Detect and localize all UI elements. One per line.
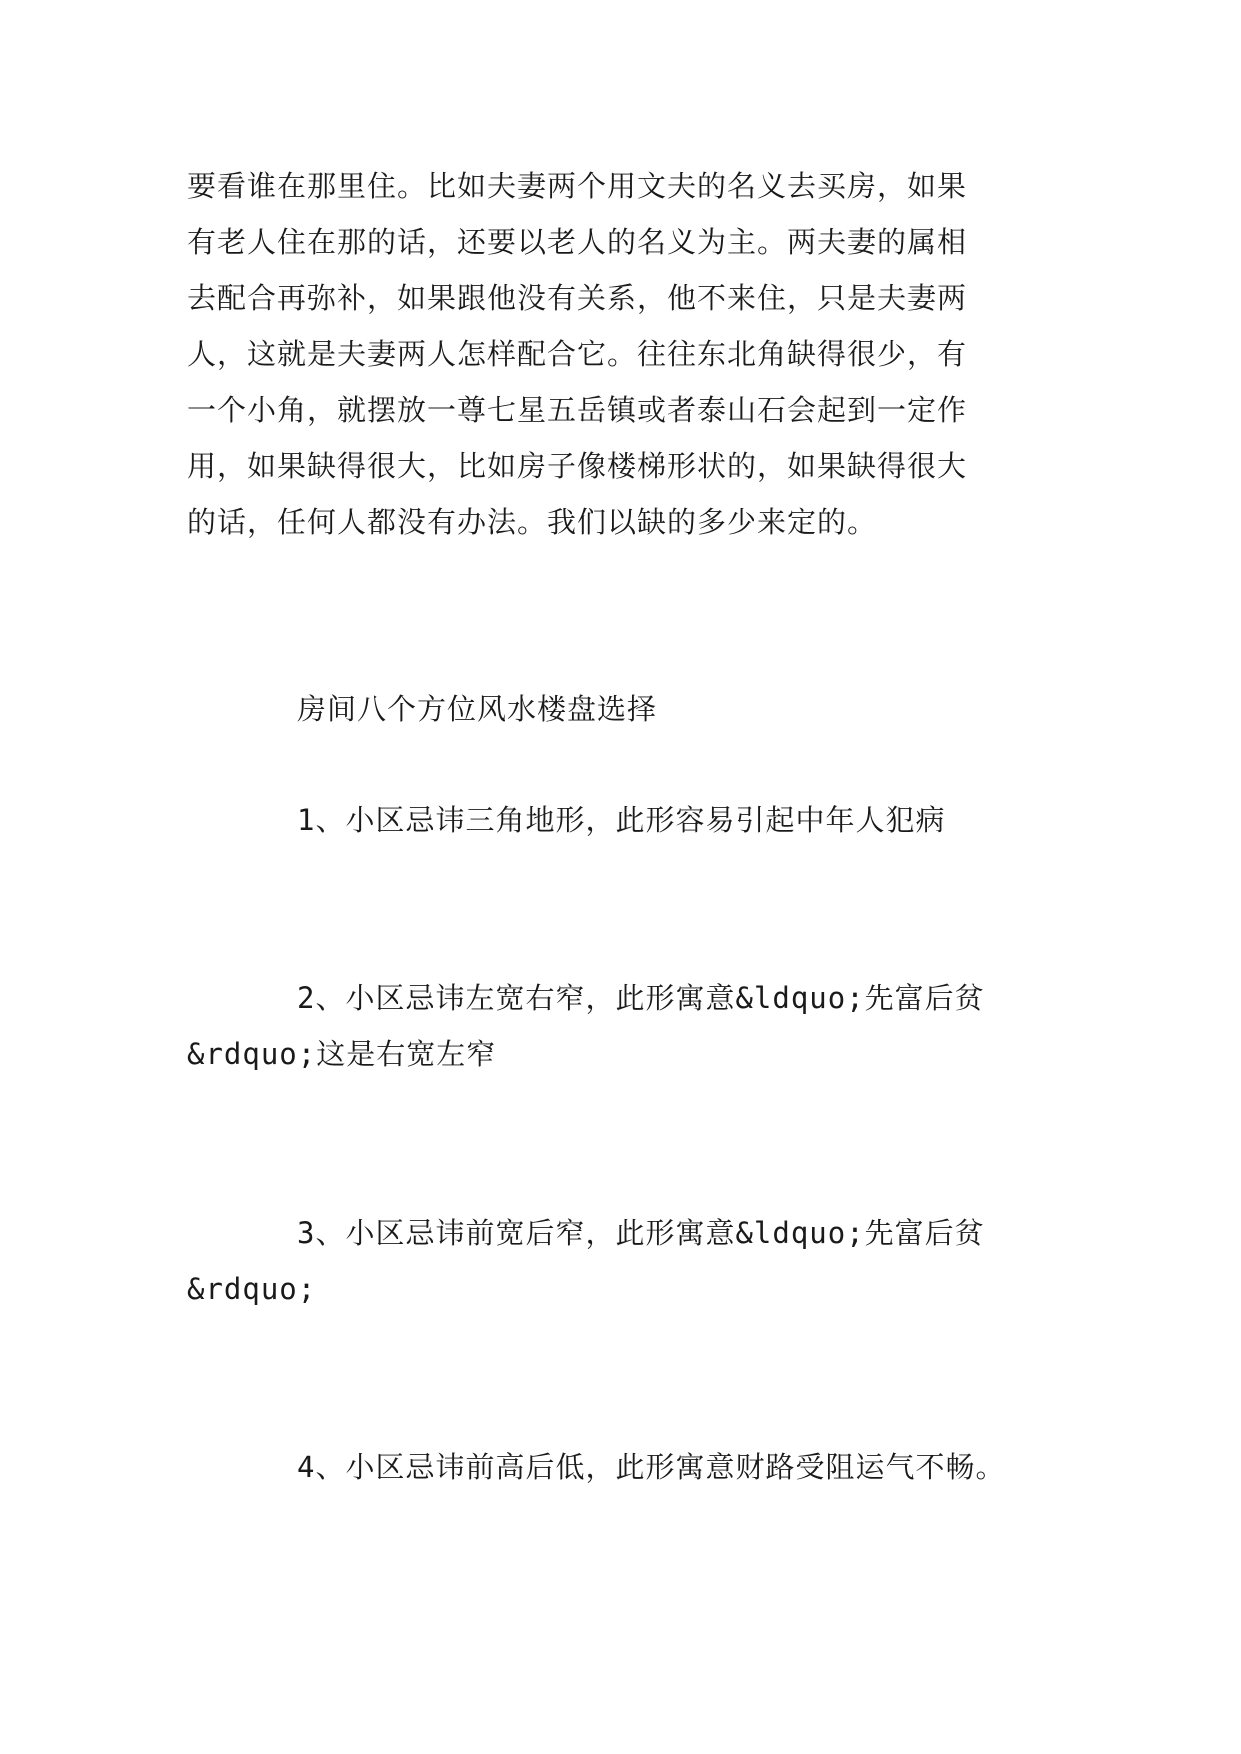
- paragraph-line: 人，这就是夫妻两人怎样配合它。往往东北角缺得很少，有: [187, 337, 968, 371]
- paragraph-line: 要看谁在那里住。比如夫妻两个用文夫的名义去买房，如果: [187, 169, 968, 203]
- paragraph-line: 一个小角，就摆放一尊七星五岳镇或者泰山石会起到一定作: [187, 393, 968, 427]
- paragraph-line: 用，如果缺得很大，比如房子像楼梯形状的，如果缺得很大: [187, 449, 968, 483]
- list-item-3-line-1: 3、小区忌讳前宽后窄，此形寓意&ldquo;先富后贫: [297, 1216, 985, 1250]
- list-item-2-line-1: 2、小区忌讳左宽右窄，此形寓意&ldquo;先富后贫: [297, 981, 985, 1015]
- section-heading: 房间八个方位风水楼盘选择: [297, 692, 658, 726]
- list-item-1-line-1: 1、小区忌讳三角地形，此形容易引起中年人犯病: [297, 803, 946, 837]
- paragraph-line: 的话，任何人都没有办法。我们以缺的多少来定的。: [187, 505, 878, 539]
- list-item-2-line-2: &rdquo;这是右宽左窄: [187, 1037, 497, 1071]
- paragraph-line: 去配合再弥补，如果跟他没有关系，他不来住，只是夫妻两: [187, 281, 968, 315]
- list-item-4-line-1: 4、小区忌讳前高后低，此形寓意财路受阻运气不畅。: [297, 1450, 1006, 1484]
- paragraph-line: 有老人住在那的话，还要以老人的名义为主。两夫妻的属相: [187, 225, 968, 259]
- list-item-3-line-2: &rdquo;: [187, 1272, 317, 1306]
